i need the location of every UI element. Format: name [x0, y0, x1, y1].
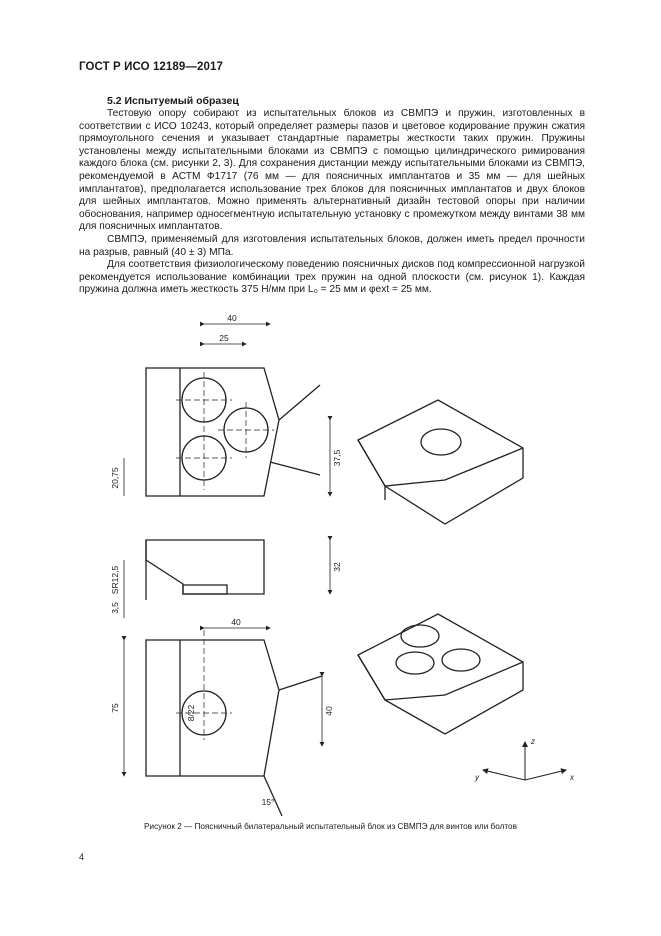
- axis-label-z: z: [531, 737, 535, 746]
- iso-block-1: [358, 400, 523, 524]
- dim-label: 40: [324, 706, 334, 716]
- dim-label: 3,5: [110, 602, 120, 614]
- dim-label: 25: [219, 333, 229, 343]
- document-header: ГОСТ Р ИСО 12189—2017: [79, 61, 224, 73]
- body-text: [79, 108, 585, 297]
- figure-caption: Рисунок 2 — Поясничный билатеральный испытательный блок из СВМПЭ для винтов или болтов: [144, 822, 517, 831]
- axes-icon: [483, 742, 566, 780]
- dim-label: 20,75: [110, 467, 120, 489]
- dim-label: 15°: [261, 797, 275, 807]
- section-heading: 5.2 Испытуемый образец: [107, 95, 239, 107]
- dim-label: 40: [227, 313, 237, 323]
- front-view-outline: [146, 640, 279, 776]
- dim-label: SR12,5: [110, 565, 120, 595]
- paragraph: Для соответствия физиологическому поведению поясничных дисков под компрессионной нагрузкой рекомендуется использование комбинации трех пружин на одной плоскости (см. рисунок 1). Каждая пружина должна иметь жесткость 375 Н/мм при L₀ = 25 мм и φext = 25 мм.: [79, 259, 585, 296]
- paragraph: Тестовую опору собирают из испытательных блоков из СВМПЭ и пружин, изготовленных в соответствии с ИСО 10243, который определяет размеры пазов и цветовое кодирование пружин сжатия прямоугольного сечения и указывает стандартные параметры жесткости таких пружин. Пружины установлены между испытательными блоками из СВМПЭ с помощью цилиндрического римирования каждого блока (см. рисунки 2, 3). Для сохранения дистанции между испытательными блоками из СВМПЭ, рекомендуемой в АСТМ Ф1717 (76 мм — для поясничных имплантатов и 35 мм — для шейных имплантатов), предполагается использование трех блоков для поясничных имплантатов и двух блоков для шейных имплантатов. Можно применять альтернативный дизайн тестовой опоры при наличии обоснования, например односегментную испытательную установку с промежутком между винтами 38 мм для поясничных имплантатов.: [79, 108, 585, 233]
- dim-label: 75: [110, 703, 120, 713]
- paragraph: СВМПЭ, применяемый для изготовления испытательных блоков, должен иметь предел прочности на разрыв, равный (40 ± 3) МПа.: [79, 233, 585, 258]
- side-view-outline: [146, 540, 264, 594]
- technical-drawing: [0, 310, 661, 820]
- iso-block-2: [358, 614, 523, 734]
- axis-label-x: x: [570, 773, 574, 782]
- dim-label: 32: [332, 562, 342, 572]
- axis-label-y: y: [475, 773, 479, 782]
- dim-label: 8/22: [186, 704, 196, 722]
- dim-label: 37,5: [332, 449, 342, 467]
- top-view-outline: [146, 368, 279, 496]
- dim-label: 40: [231, 617, 241, 627]
- page-number: 4: [79, 852, 85, 862]
